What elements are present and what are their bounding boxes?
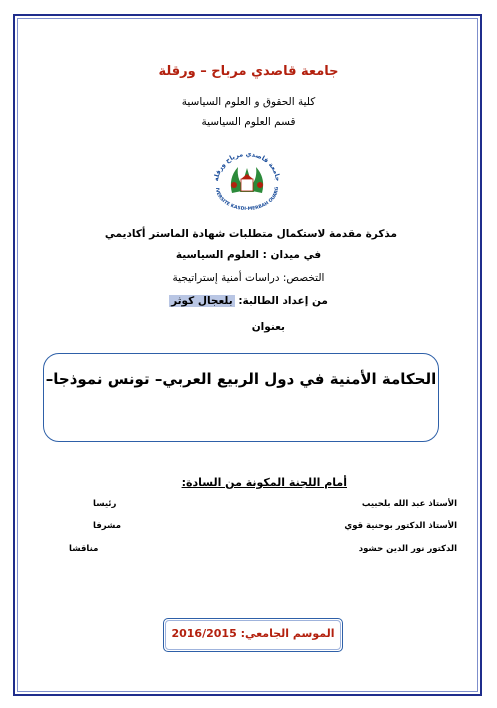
title-label: بعنوان: [251, 321, 285, 333]
memo-line: مذكرة مقدمة لاستكمال متطلبات شهادة الماستر أكاديمي: [104, 228, 397, 240]
university-name: جامعة قاصدي مرباح – ورقلة: [158, 64, 339, 79]
committee-member-name: الأستاذ الدكتور بوحنية قوي: [344, 521, 457, 531]
committee-member-role: مناقشا: [69, 544, 99, 554]
student-line: [0, 295, 497, 307]
thesis-title: الحكامة الأمنية في دول الربيع العربي– تونس نموذجا–: [45, 370, 437, 388]
student-label: من إعداد الطالبة:: [238, 295, 328, 307]
title-box: [43, 353, 439, 442]
specialty-line: التخصص: دراسات أمنية إستراتيجية: [172, 272, 325, 284]
committee-member-role: رئيسا: [93, 499, 117, 509]
student-name: بلعجال كوثر: [171, 295, 233, 307]
committee-heading: أمام اللجنة المكونة من السادة:: [181, 476, 347, 489]
university-logo: [208, 150, 286, 210]
logo-arabic-text: جامعة قاصدي مرباح ورقلة: [212, 150, 282, 182]
logo-latin-text: IVERSITE KASDI-MERBAH OUARG: [213, 186, 281, 210]
academic-year: [163, 627, 343, 640]
academic-year-value: 2016/2015: [171, 627, 237, 640]
faculty-name: كلية الحقوق و العلوم السياسية: [181, 96, 316, 108]
committee-member-name: الأستاذ عبد الله بلحبيب: [361, 499, 457, 509]
committee-member-name: الدكتور نور الدين حشود: [358, 544, 457, 554]
academic-year-label: الموسم الجامعي:: [240, 627, 335, 640]
field-line: في ميدان : العلوم السياسية: [175, 249, 322, 261]
committee-member-role: مشرفا: [93, 521, 121, 531]
department-name: قسم العلوم السياسية: [201, 116, 296, 128]
